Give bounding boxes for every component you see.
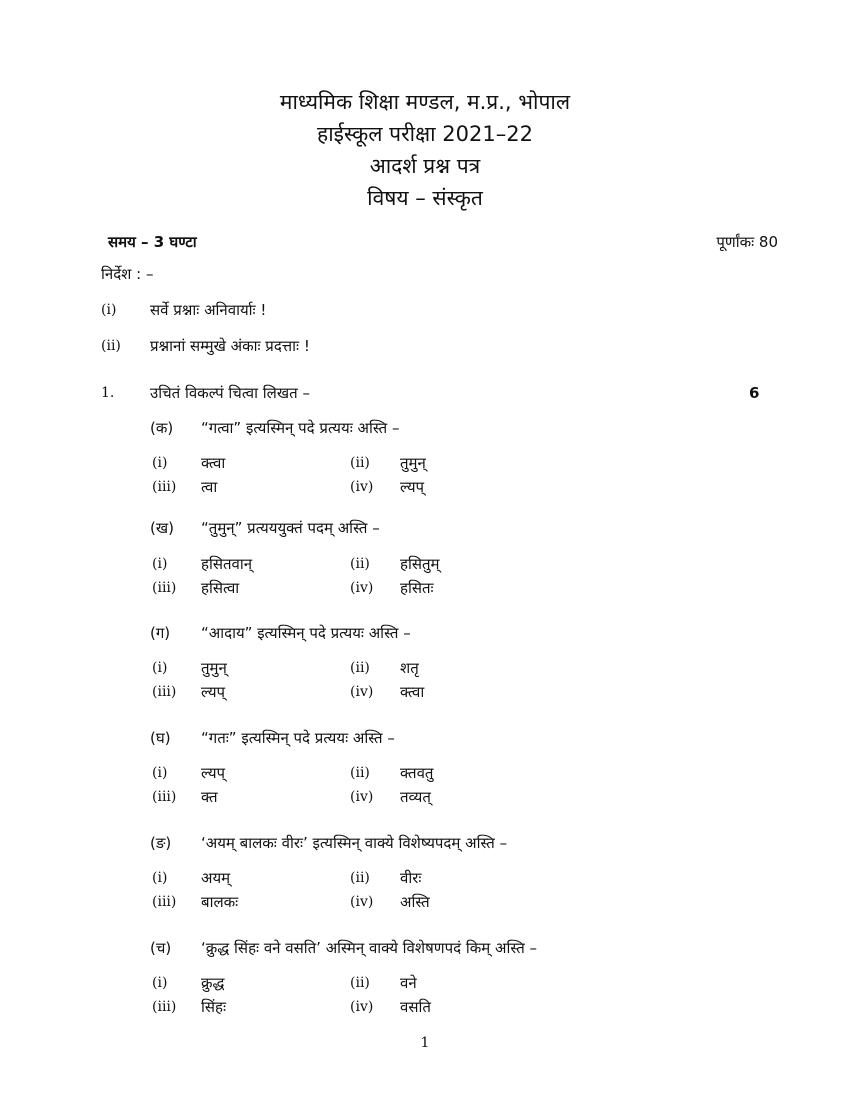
sub-question-label: (घ) (150, 729, 171, 747)
board-name: माध्यमिक शिक्षा मण्डल, म.प्र., भोपाल (279, 90, 571, 114)
option-text: त्वा (201, 478, 218, 496)
sub-question-text: “आदाय” इत्यस्मिन् पदे प्रत्ययः अस्ति – (201, 624, 411, 642)
option-text: शतृ (400, 659, 419, 677)
option-text: अयम् (201, 869, 231, 887)
document-header (0, 86, 850, 214)
option-text: अस्ति (400, 893, 430, 911)
option-number: (iii) (152, 789, 177, 805)
option-number: (i) (152, 455, 168, 471)
instruction-text: सर्वे प्रश्नाः अनिवार्याः ! (150, 301, 267, 319)
page-number: 1 (420, 1035, 430, 1051)
sub-question-text: “गत्वा” इत्यस्मिन् पदे प्रत्ययः अस्ति – (201, 419, 400, 437)
option-number: (iv) (350, 684, 374, 700)
option-text: वीरः (400, 869, 422, 887)
instruction-number: (i) (101, 302, 117, 318)
option-number: (ii) (350, 870, 370, 886)
option-text: वसति (400, 998, 431, 1016)
option-number: (iv) (350, 999, 374, 1015)
sub-question-text: ‘क्रुद्ध सिंहः वने वसति’ अस्मिन् वाक्ये विशेषणपदं किम् अस्ति – (201, 939, 538, 957)
question-marks: 6 (749, 384, 760, 402)
option-text: ल्यप् (201, 764, 226, 782)
option-number: (i) (152, 765, 168, 781)
option-text: हसित्वा (201, 579, 240, 597)
option-text: बालकः (201, 893, 239, 911)
option-number: (iii) (152, 479, 177, 495)
option-text: क्त्वा (201, 454, 226, 472)
option-number: (i) (152, 556, 168, 572)
total-marks: पूर्णांकः 80 (716, 233, 778, 251)
question-text: उचितं विकल्पं चित्वा लिखत – (150, 384, 310, 402)
question-number: 1. (101, 385, 115, 401)
option-text: हसितः (400, 579, 434, 597)
option-number: (ii) (350, 556, 370, 572)
sub-question-text: “गतः” इत्यस्मिन् पदे प्रत्ययः अस्ति – (201, 729, 395, 747)
option-number: (i) (152, 660, 168, 676)
option-number: (ii) (350, 765, 370, 781)
instruction-text: प्रश्नानां सम्मुखे अंकाः प्रदत्ताः ! (150, 337, 310, 355)
option-number: (i) (152, 975, 168, 991)
instructions-heading: निर्देश : – (101, 265, 154, 283)
option-text: हसितवान् (201, 555, 253, 573)
sub-question-label: (च) (150, 939, 172, 957)
exam-title: हाईस्कूल परीक्षा 2021–22 (317, 122, 533, 146)
option-text: क्रुद्ध (201, 974, 225, 992)
sub-question-label: (ङ) (150, 834, 172, 852)
option-text: क्त (201, 788, 218, 806)
option-number: (iii) (152, 999, 177, 1015)
sub-question-label: (ग) (150, 624, 171, 642)
time-label: समय – 3 घण्टा (108, 233, 197, 251)
option-text: वने (400, 974, 417, 992)
option-number: (ii) (350, 975, 370, 991)
option-number: (iii) (152, 580, 177, 596)
option-number: (i) (152, 870, 168, 886)
sub-question-text: ‘अयम् बालकः वीरः’ इत्यस्मिन् वाक्ये विशेष्यपदम् अस्ति – (201, 834, 508, 852)
option-text: हसितुम् (400, 555, 440, 573)
option-number: (iv) (350, 789, 374, 805)
paper-title: आदर्श प्रश्न पत्र (369, 154, 481, 178)
sub-question-label: (क) (150, 419, 174, 437)
instruction-number: (ii) (101, 338, 121, 354)
option-text: तुमुन् (201, 659, 227, 677)
option-number: (ii) (350, 455, 370, 471)
sub-question-label: (ख) (150, 519, 174, 537)
option-text: क्तवतु (400, 764, 434, 782)
sub-question-text: “तुमुन्” प्रत्यययुक्तं पदम् अस्ति – (201, 519, 380, 537)
option-number: (ii) (350, 660, 370, 676)
option-text: सिंहः (201, 998, 227, 1016)
option-text: क्त्वा (400, 683, 425, 701)
option-number: (iii) (152, 684, 177, 700)
option-text: ल्यप् (201, 683, 226, 701)
option-number: (iv) (350, 479, 374, 495)
subject-title: विषय – संस्कृत (367, 186, 483, 210)
option-text: तव्यत् (400, 788, 431, 806)
option-text: तुमुन् (400, 454, 426, 472)
option-number: (iii) (152, 894, 177, 910)
option-number: (iv) (350, 580, 374, 596)
option-number: (iv) (350, 894, 374, 910)
option-text: ल्यप् (400, 478, 425, 496)
